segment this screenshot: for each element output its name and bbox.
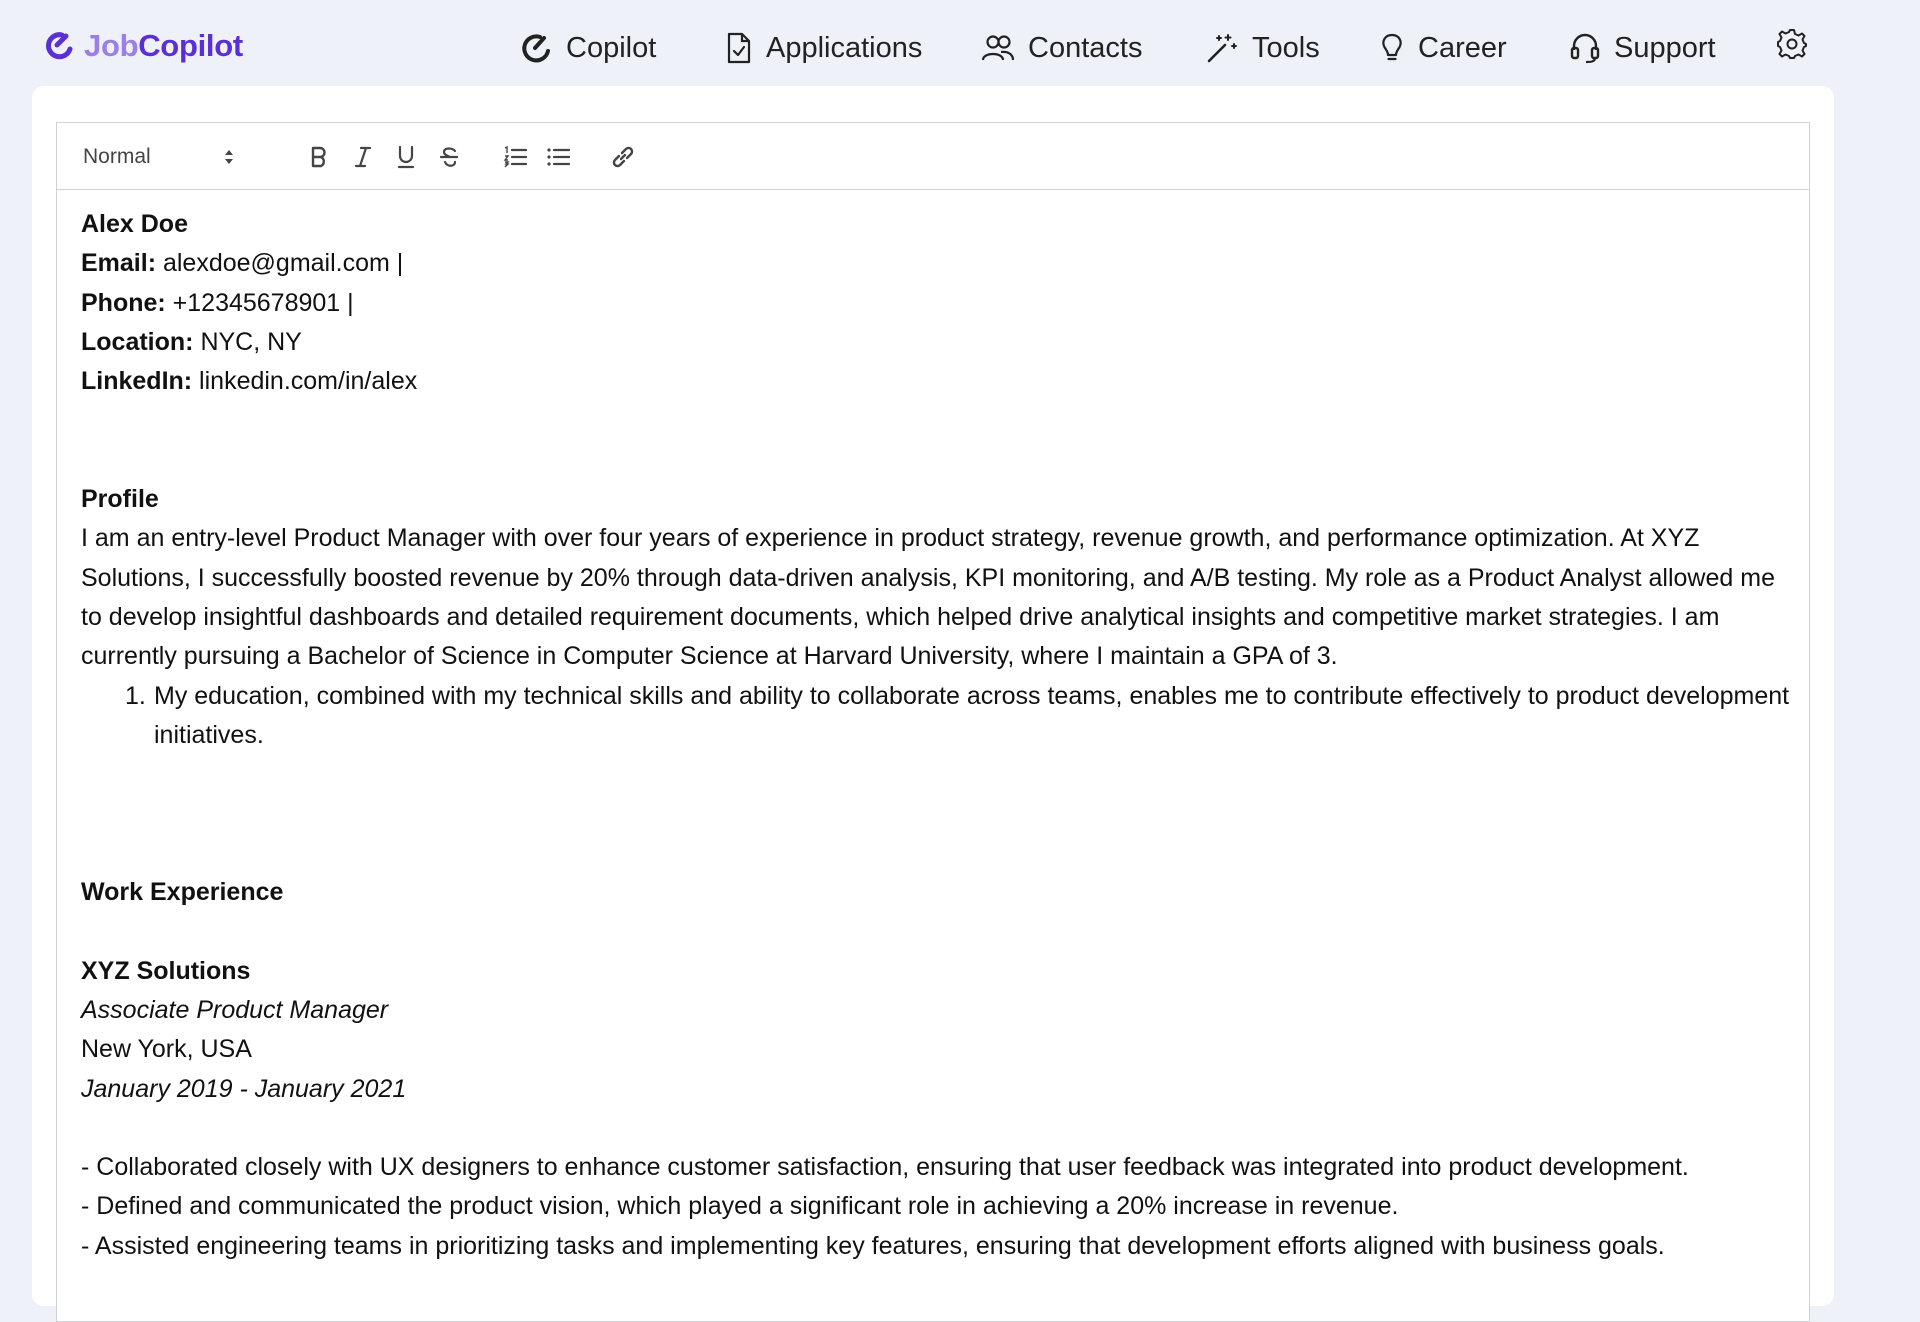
job-bullet: - Defined and communicated the product vision, which played a significant role in achieving a 20% increase in revenue.: [81, 1192, 1399, 1221]
strikethrough-button[interactable]: [433, 141, 465, 173]
job-bullet: - Assisted engineering teams in prioritizing tasks and implementing key features, ensuring that development efforts aligned with business goals.: [81, 1231, 1665, 1260]
job-bullet: - Collaborated closely with UX designers to enhance customer satisfaction, ensuring that user feedback was integrated into product development.: [81, 1153, 1689, 1182]
contact-location: Location: NYC, NY: [81, 327, 302, 356]
format-select-value: Normal: [83, 145, 151, 168]
contact-linkedin: LinkedIn: linkedin.com/in/alex: [81, 367, 418, 396]
bold-button[interactable]: [303, 141, 335, 173]
empty-line: [81, 834, 1791, 873]
resume-name: Alex Doe: [81, 210, 188, 238]
select-arrows-icon: [223, 147, 235, 173]
document-check-icon: [726, 32, 752, 64]
headset-icon: [1570, 32, 1600, 64]
empty-line: [81, 794, 1791, 833]
job-dates: January 2019 - January 2021: [81, 1074, 407, 1103]
job-location: New York, USA: [81, 1035, 252, 1064]
bold-icon: [309, 146, 329, 168]
nav-copilot[interactable]: [520, 26, 656, 70]
list-item: [81, 677, 1791, 756]
format-select[interactable]: [83, 143, 223, 171]
nav-support[interactable]: [1570, 26, 1716, 70]
nav-contacts-label: Contacts: [1028, 31, 1143, 64]
nav-career[interactable]: [1380, 26, 1507, 70]
ordered-list-button[interactable]: [499, 141, 531, 173]
underline-icon: [396, 145, 416, 169]
underline-button[interactable]: [390, 141, 422, 173]
nav-contacts[interactable]: [982, 26, 1142, 70]
work-experience-heading: Work Experience: [81, 878, 284, 907]
contact-email: Email: alexdoe@gmail.com |: [81, 249, 404, 278]
editor-content[interactable]: [81, 205, 1791, 1266]
link-icon: [610, 144, 636, 170]
nav-tools[interactable]: [1206, 26, 1320, 70]
nav-applications[interactable]: [726, 26, 922, 70]
empty-line: [81, 401, 1791, 440]
strikethrough-icon: [439, 146, 459, 168]
job-title: Associate Product Manager: [81, 995, 389, 1024]
brand-name: JobCopilot: [84, 28, 243, 63]
nav-support-label: Support: [1614, 31, 1716, 64]
magic-wand-icon: [1206, 32, 1238, 64]
italic-icon: [353, 146, 373, 168]
bullet-list-icon: [546, 146, 570, 168]
list-number: 1.: [125, 681, 146, 710]
contact-phone: Phone: +12345678901 |: [81, 288, 354, 317]
list-item-text: My education, combined with my technical skills and ability to collaborate across teams, enables me to contribute effectively to product development initiatives.: [154, 681, 1790, 749]
empty-line: [81, 755, 1791, 794]
empty-line: [81, 1109, 1791, 1148]
nav-career-label: Career: [1418, 31, 1507, 64]
gear-icon: [1776, 47, 1808, 64]
people-icon: [982, 33, 1014, 63]
profile-heading: Profile: [81, 485, 159, 514]
brand-logo[interactable]: [44, 26, 243, 66]
nav-copilot-label: Copilot: [566, 31, 657, 64]
italic-button[interactable]: [347, 141, 379, 173]
nav-tools-label: Tools: [1252, 31, 1320, 64]
rich-text-editor: [56, 122, 1810, 1322]
lightbulb-icon: [1380, 32, 1404, 64]
settings-button[interactable]: [1776, 28, 1812, 64]
empty-line: [81, 441, 1791, 480]
profile-paragraph: I am an entry-level Product Manager with over four years of experience in product strategy, revenue growth, and performance optimization. At XYZ Solutions, I successfully boosted revenue by 20% through data-driven analysis, KPI monitoring, and A/B testing. My role as a Product Analyst allowed me to develop insightful dashboards and detailed requirement documents, which helped drive analytical insights and competitive market strategies. I am currently pursuing a Bachelor of Science in Computer Science at Harvard University, where I maintain a GPA of 3.: [81, 524, 1775, 671]
editor-toolbar: [57, 123, 1809, 190]
copilot-icon: [520, 32, 552, 64]
nav-applications-label: Applications: [766, 31, 923, 64]
empty-line: [81, 912, 1791, 951]
copilot-logo-icon: [44, 31, 74, 61]
top-navigation: [0, 0, 1920, 86]
bullet-list-button[interactable]: [542, 141, 574, 173]
ordered-list-icon: [503, 146, 527, 168]
link-button[interactable]: [607, 141, 639, 173]
company-name: XYZ Solutions: [81, 956, 251, 985]
